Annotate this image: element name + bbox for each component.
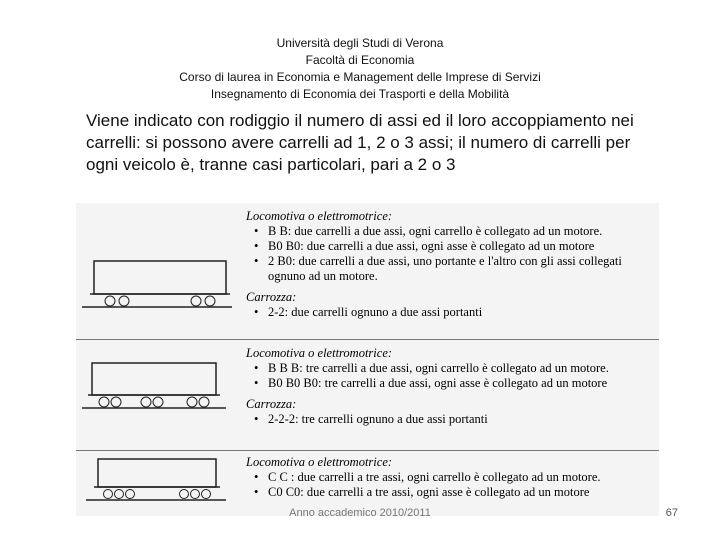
figure-row-three-bogies bbox=[76, 340, 659, 450]
intro-paragraph: Viene indicato con rodiggio il numero di assi ed il loro accoppiamento nei carrelli: si possono avere carrelli ad 1, 2 o 3 assi; il numero di carrelli per ogni veicolo è, tranne casi particolari, pari a 2 o 3 bbox=[86, 111, 634, 174]
loco-title: Locomotiva o elettromotrice: bbox=[246, 455, 393, 469]
loco-item: • B0 B0: due carrelli a due assi, ogni asse è collegato ad un motore bbox=[246, 239, 656, 254]
university-name: Università degli Studi di Verona bbox=[276, 36, 444, 50]
loco-item: • C0 C0: due carrelli a tre assi, ogni asse è collegato ad un motore bbox=[246, 485, 656, 500]
loco-item: • 2 B0: due carrelli a due assi, uno portante e l'altro con gli assi collegati ognuno ad un motore. bbox=[246, 254, 656, 284]
car-item: • 2-2-2: tre carrelli ognuno a due assi portanti bbox=[246, 412, 656, 427]
loco-item: • B B B: tre carrelli a due assi, ogni carrello è collegato ad un motore. bbox=[246, 361, 656, 376]
row3-text bbox=[246, 455, 656, 500]
two-bogie-vehicle-drawing bbox=[76, 203, 236, 339]
subject-name: Insegnamento di Economia dei Trasporti e della Mobilità bbox=[210, 87, 510, 101]
page-number: 67 bbox=[665, 507, 678, 519]
figure-row-two-bogies bbox=[76, 203, 659, 339]
row1-text bbox=[246, 209, 656, 320]
loco-title: Locomotiva o elettromotrice: bbox=[246, 209, 393, 223]
faculty-name: Facoltà di Economia bbox=[305, 53, 415, 67]
loco-item: • C C : due carrelli a tre assi, ogni carrello è collegato ad un motore. bbox=[246, 470, 656, 485]
car-title: Carrozza: bbox=[246, 397, 297, 411]
three-bogie-vehicle-drawing bbox=[76, 340, 236, 450]
academic-year: Anno accademico 2010/2011 bbox=[289, 507, 431, 519]
car-title: Carrozza: bbox=[246, 290, 297, 304]
slide-header bbox=[0, 35, 720, 103]
loco-item: • B B: due carrelli a due assi, ogni carrello è collegato ad un motore. bbox=[246, 224, 656, 239]
course-name: Corso di laurea in Economia e Management delle Imprese di Servizi bbox=[179, 70, 541, 84]
row2-text bbox=[246, 346, 656, 427]
car-item: • 2-2: due carrelli ognuno a due assi portanti bbox=[246, 305, 656, 320]
loco-title: Locomotiva o elettromotrice: bbox=[246, 346, 393, 360]
loco-item: • B0 B0 B0: tre carrelli a due assi, ogni asse è collegato ad un motore bbox=[246, 376, 656, 391]
wheel-arrangement-figure bbox=[76, 203, 659, 516]
